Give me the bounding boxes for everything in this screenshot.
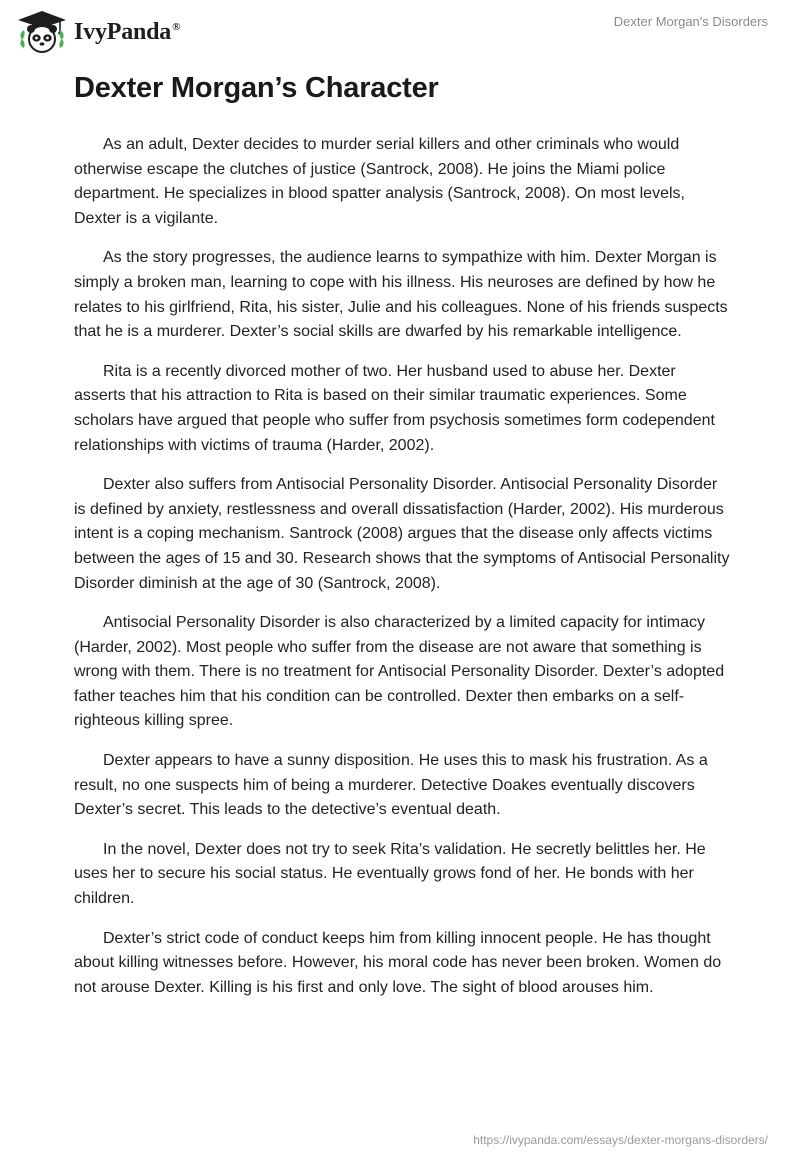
- paragraph: As an adult, Dexter decides to murder serial killers and other criminals who would otherwise escape the clutches of justice (Santrock, 2008). He joins the Miami police department. He specializes in blood spatter analysis (Santrock, 2008). On most levels, Dexter is a vigilante.: [74, 136, 685, 227]
- article-body: [74, 133, 730, 1015]
- ivypanda-logo[interactable]: [16, 10, 180, 54]
- brand-name: IvyPanda®: [74, 18, 181, 45]
- document-title: Dexter Morgan's Disorders: [613, 14, 768, 29]
- paragraph: In the novel, Dexter does not try to seek Rita’s validation. He secretly belittles her. He uses her to secure his social status. He eventually grows fond of her. He bonds with her children.: [74, 840, 706, 908]
- page-title: Dexter Morgan’s Character: [74, 72, 439, 104]
- paragraph: Dexter appears to have a sunny disposition. He uses this to mask his frustration. As a result, no one suspects him of being a murderer. Detective Doakes eventually discovers Dexter’s secret. This leads to the detective’s eventual death.: [74, 752, 708, 819]
- source-url[interactable]: https://ivypanda.com/essays/dexter-morgans-disorders/: [473, 1133, 768, 1147]
- paragraph: Dexter’s strict code of conduct keeps him from killing innocent people. He has thought about killing witnesses before. However, his moral code has never been broken. Women do not arouse Dexter. Killing is his first and only love. The sight of blood arouses him.: [74, 929, 722, 996]
- registered-mark: ®: [172, 20, 181, 33]
- paragraph: Antisocial Personality Disorder is also characterized by a limited capacity for intimacy (Harder, 2002). Most people who suffer from the disease are not aware that something is wrong with them. There is no treatment for Antisocial Personality Disorder. Dexter’s adopted father teaches him that his condition can be controlled. Dexter then embarks on a self-righteous killing spree.: [74, 614, 725, 730]
- paragraph: As the story progresses, the audience learns to sympathize with him. Dexter Morgan is simply a broken man, learning to cope with his illness. His neuroses are defined by how he relates to his girlfriend, Rita, his sister, Julie and his colleagues. None of his friends suspects that he is a murderer. Dexter’s social skills are dwarfed by his remarkable intelligence.: [74, 249, 728, 341]
- paragraph: Dexter also suffers from Antisocial Personality Disorder. Antisocial Personality Disorder is defined by anxiety, restlessness and overall dissatisfaction (Harder, 2002). His murderous intent is a coping mechanism. Santrock (2008) argues that the disease only affects victims between the ages of 15 and 30. Research shows that the symptoms of Antisocial Personality Disorder diminish at the age of 30 (Santrock, 2008).: [74, 476, 730, 592]
- panda-graduate-icon: [16, 10, 68, 54]
- paragraph: Rita is a recently divorced mother of two. Her husband used to abuse her. Dexter asserts that his attraction to Rita is based on their similar traumatic experiences. Some scholars have argued that people who suffer from psychosis sometimes form codependent relationships with victims of trauma (Harder, 2002).: [74, 362, 715, 454]
- page-header: [0, 0, 800, 60]
